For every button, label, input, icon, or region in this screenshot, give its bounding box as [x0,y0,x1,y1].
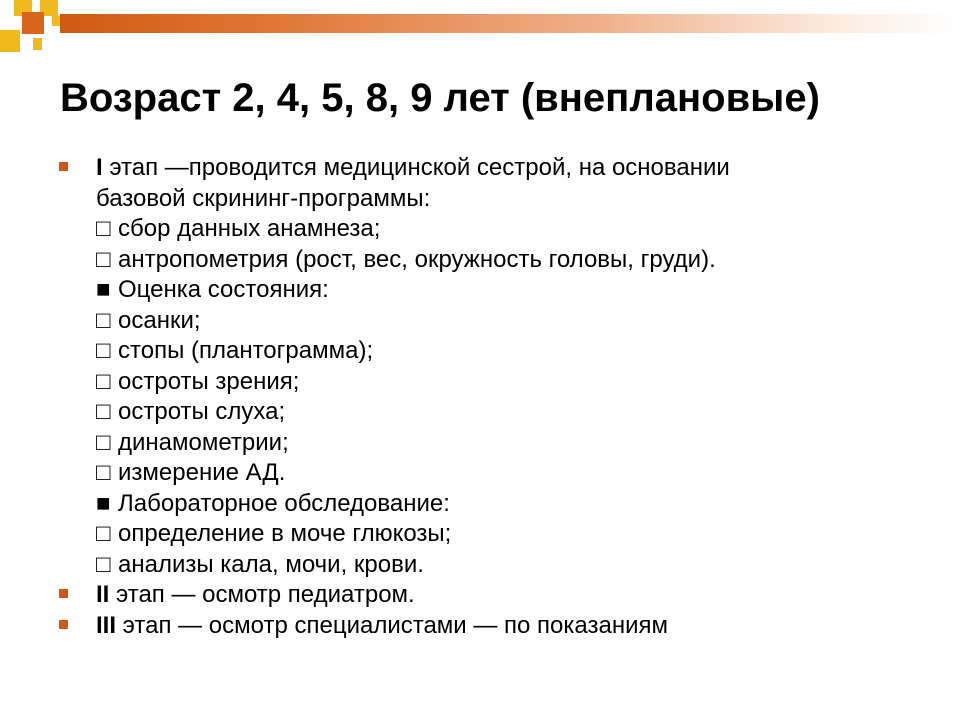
checkbox-empty-icon: □ [96,337,111,364]
list-item [96,458,946,489]
list-item [96,275,946,306]
checkbox-empty-icon: □ [96,459,111,486]
square-bullet-icon [59,620,68,629]
list-item [96,336,946,367]
list-item-text: остроты зрения; [118,367,300,395]
stage-2-text: этап — осмотр педиатром. [109,581,415,608]
filled-square-icon: ■ [96,489,111,517]
list-item [96,519,946,550]
checkbox-empty-icon: □ [96,367,111,395]
checkbox-empty-icon: □ [96,245,111,273]
list-item [96,428,946,459]
checkbox-empty-icon: □ [96,398,111,425]
stage-1-roman: I [96,154,103,181]
stage-1-item [56,153,946,580]
list-item [96,550,946,581]
list-item [96,245,946,276]
slide-body [56,153,946,641]
list-item [96,306,946,337]
square-bullet-icon [59,162,68,171]
list-item-text: Лабораторное обследование: [118,489,450,517]
stage-2-roman: II [96,581,110,608]
stage-3-text: этап — осмотр специалистами — по показаниям [116,611,669,639]
stage-3-roman: III [96,611,117,639]
list-item-text: осанки; [118,306,201,334]
list-item [96,489,946,520]
filled-square-icon: ■ [96,276,111,303]
checkbox-empty-icon: □ [96,306,111,334]
stage-1-text: этап —проводится медицинской сестрой, на основании [102,154,730,181]
list-item-text: антропометрия (рост, вес, окружность головы, груди). [118,245,716,273]
list-item-text: стопы (плантограмма); [118,337,374,364]
list-item-text: измерение АД. [118,459,286,486]
stage-2-item [56,580,946,611]
list-item-text: анализы кала, мочи, крови. [118,550,424,578]
list-item [96,214,946,245]
list-item-text: определение в моче глюкозы; [118,520,452,547]
checkbox-empty-icon: □ [96,520,111,547]
list-item-text: остроты слуха; [118,398,286,425]
header-gradient-bar [60,14,960,33]
slide-title: Возраст 2, 4, 5, 8, 9 лет (внеплановые) [60,76,820,120]
stage-3-line [96,611,946,642]
checkbox-empty-icon: □ [96,428,111,456]
checkbox-empty-icon: □ [96,215,111,242]
list-item-text: динамометрии; [118,428,289,456]
list-item [96,397,946,428]
stage-1-line-1 [96,153,946,184]
square-bullet-icon [59,589,68,598]
list-item [96,367,946,398]
checkbox-empty-icon: □ [96,550,111,578]
corner-squares-logo [0,0,80,60]
stage-2-line [96,580,946,611]
list-item-text: Оценка состояния: [118,276,329,303]
stage-3-item [56,611,946,642]
stage-1-line-2: базовой скрининг-программы: [96,184,431,212]
list-item-text: сбор данных анамнеза; [118,215,381,242]
